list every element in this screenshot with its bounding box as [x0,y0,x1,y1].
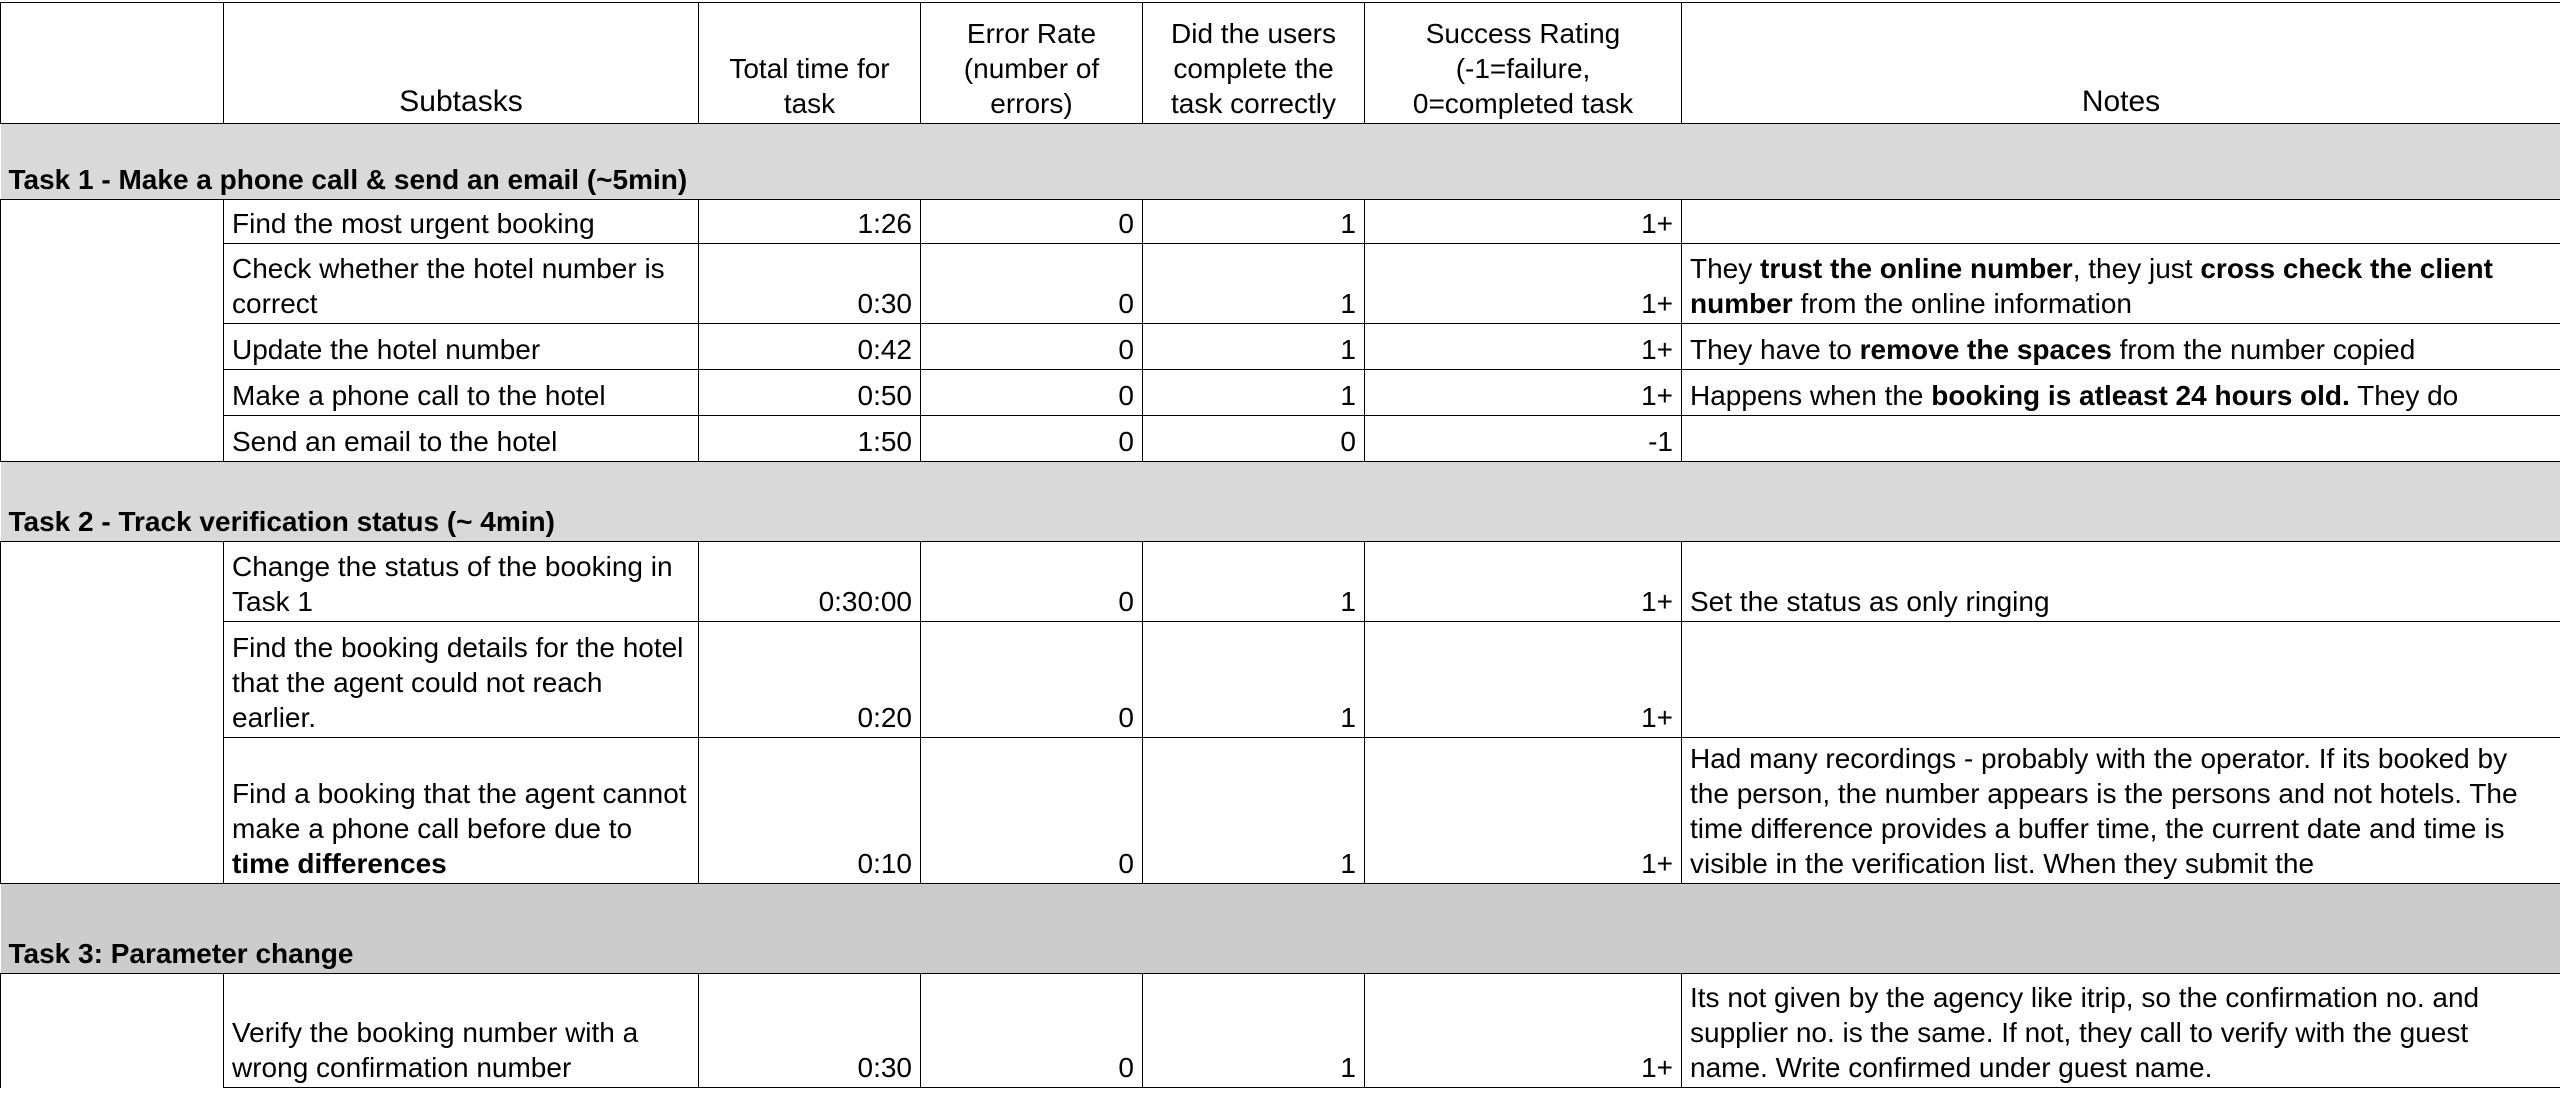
table-row [1,974,2560,1088]
completed-cell[interactable]: 1 [1143,974,1365,1088]
notes-cell[interactable] [1682,622,2560,738]
notes-cell[interactable] [1682,200,2560,244]
completed-cell[interactable]: 1 [1143,200,1365,244]
bold-text-run: remove the spaces [1859,334,2112,365]
header-blank-cell[interactable] [1,3,224,124]
completed-cell[interactable]: 1 [1143,738,1365,884]
usability-results-sheet [0,2,2560,1088]
text-run: from the online information [1792,288,2132,319]
section-title[interactable]: Task 3: Parameter change [1,884,2560,974]
notes-cell[interactable] [1682,542,2560,622]
subtask-cell[interactable] [224,738,699,884]
text-run: from the number copied [2111,334,2416,365]
success-rating-cell[interactable]: 1+ [1365,738,1682,884]
success-rating-cell[interactable]: 1+ [1365,622,1682,738]
subtask-cell[interactable]: Change the status of the booking in Task 1 [224,542,699,622]
total-time-cell[interactable]: 1:50 [699,416,921,462]
subtask-cell[interactable]: Send an email to the hotel [224,416,699,462]
total-time-cell[interactable]: 0:30:00 [699,542,921,622]
notes-cell[interactable] [1682,738,2560,884]
header-total-time[interactable]: Total time for task [699,3,921,124]
total-time-cell[interactable]: 0:10 [699,738,921,884]
error-rate-cell[interactable]: 0 [921,324,1143,370]
notes-cell[interactable] [1682,324,2560,370]
text-run: They do [2349,380,2459,411]
bold-text-run: trust the online number [1760,253,2073,284]
completed-cell[interactable]: 1 [1143,542,1365,622]
notes-cell[interactable] [1682,416,2560,462]
sheet-body [1,124,2560,1088]
text-run: Its not given by the agency like itrip, so the confirmation no. and supplier no. is the same. If not, they call to verify with the guest name. Write confirmed under guest name. [1690,982,2480,1083]
subtask-cell[interactable]: Update the hotel number [224,324,699,370]
bold-text-run: booking is atleast 24 hours old. [1931,380,2350,411]
success-rating-cell[interactable]: 1+ [1365,324,1682,370]
text-run: Find a booking that the agent cannot make a phone call before due to [232,778,687,844]
row-blank-cell[interactable] [1,416,224,462]
row-blank-cell[interactable] [1,738,224,884]
text-run: , they just [2072,253,2201,284]
table-row [1,416,2560,462]
bold-text-run: time differences [232,848,447,879]
table-row [1,370,2560,416]
row-blank-cell[interactable] [1,244,224,324]
completed-cell[interactable]: 1 [1143,244,1365,324]
table-row [1,244,2560,324]
row-blank-cell[interactable] [1,622,224,738]
total-time-cell[interactable]: 0:42 [699,324,921,370]
bold-text-run: cross check the client number [1690,253,2493,319]
section-header-row [1,124,2560,200]
text-run: Happens when the [1690,380,1932,411]
header-success-rating[interactable]: Success Rating (-1=failure, 0=completed task [1365,3,1682,124]
success-rating-cell[interactable]: 1+ [1365,542,1682,622]
notes-cell[interactable] [1682,244,2560,324]
row-blank-cell[interactable] [1,542,224,622]
completed-cell[interactable]: 1 [1143,622,1365,738]
error-rate-cell[interactable]: 0 [921,416,1143,462]
error-rate-cell[interactable]: 0 [921,738,1143,884]
row-blank-cell[interactable] [1,974,224,1088]
subtask-cell[interactable]: Find the booking details for the hotel that the agent could not reach earlier. [224,622,699,738]
total-time-cell[interactable]: 0:50 [699,370,921,416]
row-blank-cell[interactable] [1,200,224,244]
subtask-cell[interactable]: Verify the booking number with a wrong confirmation number [224,974,699,1088]
success-rating-cell[interactable]: 1+ [1365,370,1682,416]
row-blank-cell[interactable] [1,324,224,370]
header-error-rate[interactable]: Error Rate (number of errors) [921,3,1143,124]
total-time-cell[interactable]: 0:20 [699,622,921,738]
error-rate-cell[interactable]: 0 [921,542,1143,622]
section-title[interactable]: Task 1 - Make a phone call & send an email (~5min) [1,124,2560,200]
success-rating-cell[interactable]: 1+ [1365,244,1682,324]
subtask-cell[interactable]: Check whether the hotel number is correct [224,244,699,324]
notes-cell[interactable] [1682,370,2560,416]
header-row [1,3,2560,124]
table-row [1,200,2560,244]
subtask-cell[interactable]: Make a phone call to the hotel [224,370,699,416]
table-row [1,542,2560,622]
table-row [1,738,2560,884]
completed-cell[interactable]: 1 [1143,370,1365,416]
completed-cell[interactable]: 0 [1143,416,1365,462]
table-row [1,324,2560,370]
section-header-row [1,884,2560,974]
error-rate-cell[interactable]: 0 [921,622,1143,738]
table-row [1,622,2560,738]
error-rate-cell[interactable]: 0 [921,370,1143,416]
text-run: Set the status as only ringing [1690,586,2050,617]
completed-cell[interactable]: 1 [1143,324,1365,370]
success-rating-cell[interactable]: 1+ [1365,974,1682,1088]
text-run: They have to [1690,334,1860,365]
header-completed-correctly[interactable]: Did the users complete the task correctly [1143,3,1365,124]
error-rate-cell[interactable]: 0 [921,244,1143,324]
error-rate-cell[interactable]: 0 [921,974,1143,1088]
total-time-cell[interactable]: 0:30 [699,244,921,324]
error-rate-cell[interactable]: 0 [921,200,1143,244]
total-time-cell[interactable]: 1:26 [699,200,921,244]
section-header-row [1,462,2560,542]
row-blank-cell[interactable] [1,370,224,416]
notes-cell[interactable] [1682,974,2560,1088]
subtask-cell[interactable]: Find the most urgent booking [224,200,699,244]
text-run: Had many recordings - probably with the operator. If its booked by the person, the number appears is the persons and not hotels. The time difference provides a buffer time, the current date and time is visible in the verification list. When they submit the [1690,743,2518,879]
header-notes[interactable]: Notes [1682,3,2560,124]
text-run: They [1690,253,1761,284]
total-time-cell[interactable]: 0:30 [699,974,921,1088]
header-subtasks[interactable]: Subtasks [224,3,699,124]
success-rating-cell[interactable]: 1+ [1365,200,1682,244]
success-rating-cell[interactable]: -1 [1365,416,1682,462]
section-title[interactable]: Task 2 - Track verification status (~ 4min) [1,462,2560,542]
